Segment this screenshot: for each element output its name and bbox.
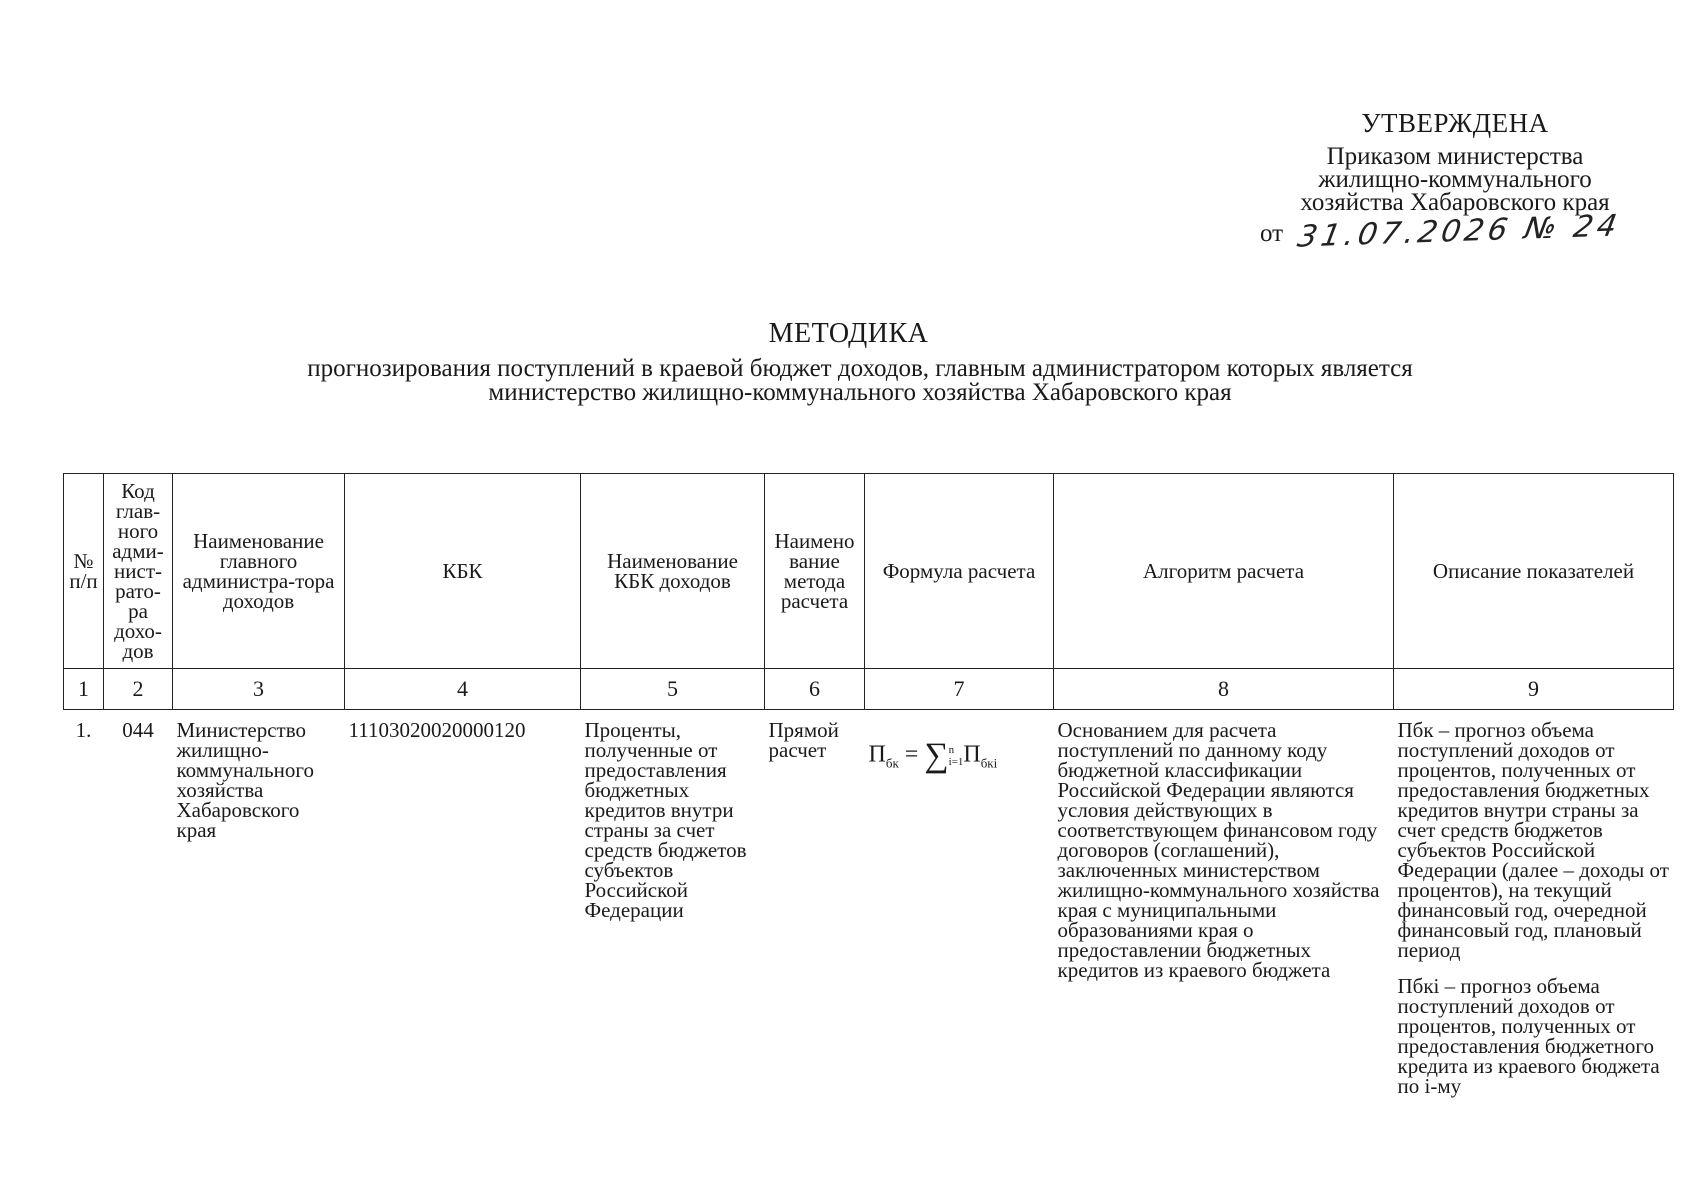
formula-upper: n xyxy=(948,744,955,756)
formula xyxy=(869,720,1050,773)
header-formula: Формула расчета xyxy=(865,474,1054,669)
column-number: 1 xyxy=(64,669,104,710)
row-algorithm: Основанием для расчета поступлений по данному коду бюджетной классификации Российской Федерации являются условия действующих в соответствующем финансовом году договоров (соглашений), заключенных министерством жилищно-коммунального хозяйства края с муниципальными образованиями края о предоставлении бюджетных кредитов из краевого бюджета xyxy=(1057,718,1380,982)
header-kbk-name: Наименование КБК доходов xyxy=(581,474,765,669)
column-number: 2 xyxy=(104,669,173,710)
table-row xyxy=(64,710,1674,1115)
formula-equals: = xyxy=(904,741,919,768)
document-subtitle-line-2: министерство жилищно-коммунального хозяйства Хабаровского края xyxy=(488,379,1232,406)
row-num: 1. xyxy=(75,718,92,742)
row-method: Прямой расчет xyxy=(768,718,839,762)
formula-limits xyxy=(949,744,964,768)
column-number: 5 xyxy=(581,669,765,710)
row-admin-name: Министерство жилищно-коммунального хозяйства Хабаровского края xyxy=(176,718,314,842)
methodology-table xyxy=(63,473,1674,1114)
header-admin-name: Наименование главного администра-тора доходов xyxy=(173,474,345,669)
approval-date-handwritten: 31.07.2026 № 24 xyxy=(1295,208,1624,255)
approval-line-3: хозяйства Хабаровского края xyxy=(1300,189,1610,216)
column-number: 3 xyxy=(173,669,345,710)
column-number: 4 xyxy=(345,669,581,710)
approval-date-prefix: от xyxy=(1260,220,1284,247)
header-admin-code: Код глав-ного адми-нист-рато-ра дохо-дов xyxy=(104,474,173,669)
header-num: № п/п xyxy=(64,474,104,669)
formula-lhs: П xyxy=(868,741,886,768)
approval-line-2: жилищно-коммунального xyxy=(1318,166,1592,193)
column-number: 9 xyxy=(1394,669,1674,710)
row-admin-code: 044 xyxy=(122,718,154,742)
header-algorithm: Алгоритм расчета xyxy=(1054,474,1394,669)
approval-date-row xyxy=(1260,208,1650,255)
header-kbk: КБК xyxy=(345,474,581,669)
header-description: Описание показателей xyxy=(1394,474,1674,669)
formula-rhs: П xyxy=(963,741,981,768)
column-number: 8 xyxy=(1054,669,1394,710)
table-header-row xyxy=(64,474,1674,669)
formula-sigma: ∑ xyxy=(924,737,949,774)
formula-rhs-sub: бкi xyxy=(980,755,998,771)
row-kbk: 11103020020000120 xyxy=(348,718,526,742)
header-method: Наимено вание метода расчета xyxy=(765,474,865,669)
row-description xyxy=(1394,710,1674,1115)
description-block: Пбкi – прогноз объема поступлений доходов от процентов, полученных от предоставления бюджетного кредита из краевого бюджета по i-му xyxy=(1397,974,1660,1098)
document-title: МЕТОДИКА xyxy=(768,318,929,349)
approval-title: УТВЕРЖДЕНА xyxy=(1361,108,1549,138)
row-formula xyxy=(865,710,1054,1115)
row-kbk-name: Проценты, полученные от предоставления бюджетных кредитов внутри страны за счет средств бюджетов субъектов Российской Федерации xyxy=(584,718,747,922)
formula-lhs-sub: бк xyxy=(885,755,899,771)
approval-line-1: Приказом министерства xyxy=(1326,143,1584,170)
column-number: 7 xyxy=(865,669,1054,710)
description-block: Пбк – прогноз объема поступлений доходов от процентов, полученных от предоставления бюджетных кредитов внутри страны за счет средств бюджетов субъектов Российской Федерации (далее – доходы от процентов), на текущий финансовый год, очередной финансовый год, плановый период xyxy=(1397,718,1669,962)
column-number: 6 xyxy=(765,669,865,710)
approval-stamp xyxy=(1260,108,1650,255)
document-subtitle-line-1: прогнозирования поступлений в краевой бюджет доходов, главным администратором которых является xyxy=(307,355,1413,382)
formula-lower: i=1 xyxy=(948,756,964,768)
document-subtitle xyxy=(200,357,1520,405)
table-column-number-row xyxy=(64,669,1674,710)
